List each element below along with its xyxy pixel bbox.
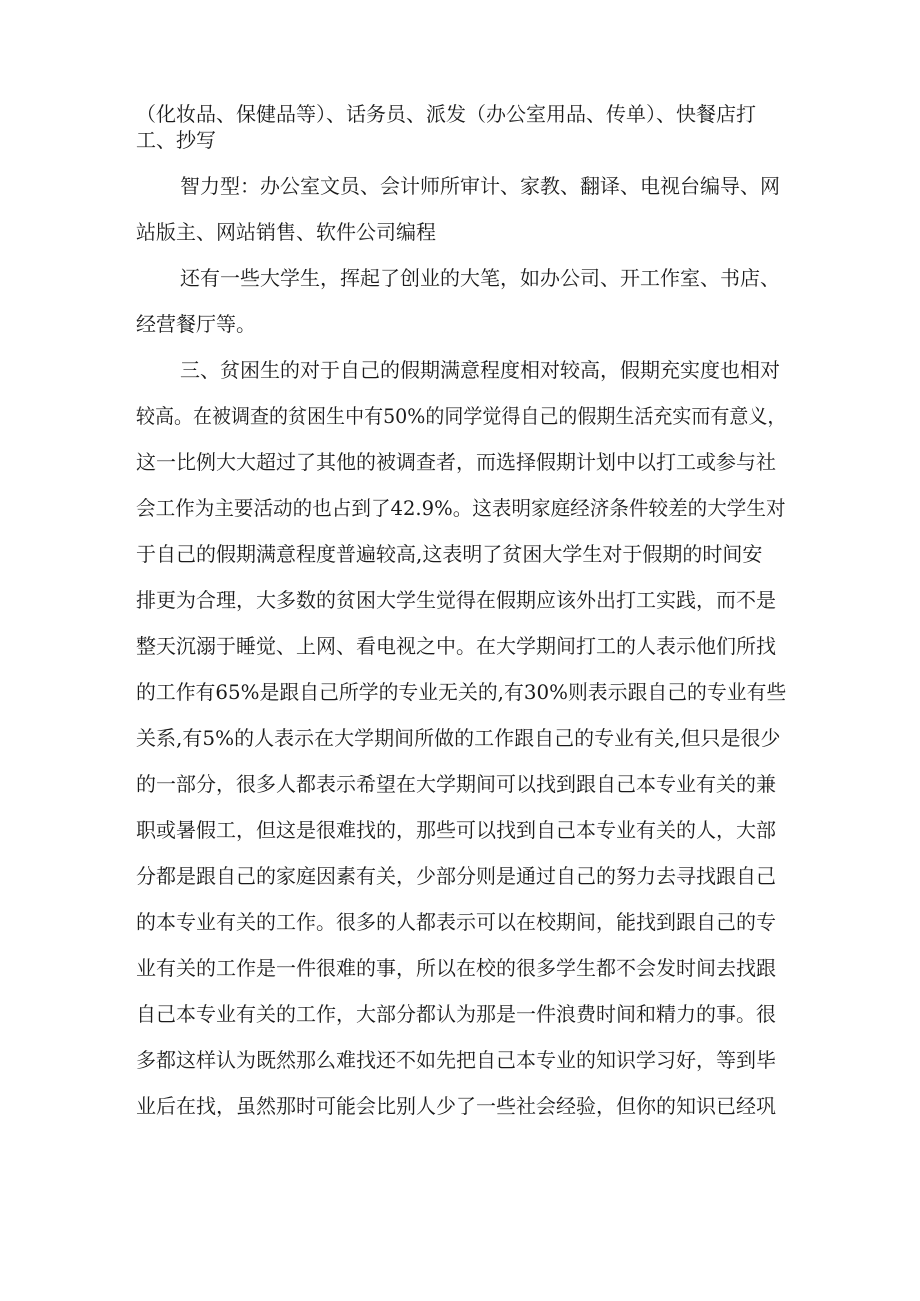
paragraph-entrepreneurship: 还有一些大学生，挥起了创业的大笔，如办公司、开工作室、书店、 (180, 266, 780, 290)
text-line-8: 较高。在被调查的贫困生中有50%的同学觉得自己的假期生活充实而有意义， (136, 404, 787, 428)
text-line-18: 分都是跟自己的家庭因素有关，少部分则是通过自己的努力去寻找跟自己 (136, 864, 776, 888)
text-line-23: 业后在找，虽然那时可能会比别人少了一些社会经验，但你的知识已经巩 (136, 1094, 776, 1118)
text-line-20: 业有关的工作是一件很难的事，所以在校的很多学生都不会发时间去找跟 (136, 956, 776, 980)
text-line-14: 的工作有65%是跟自己所学的专业无关的,有30%则表示跟自己的专业有些 (136, 680, 787, 704)
text-line-19: 的本专业有关的工作。很多的人都表示可以在校期间，能找到跟自己的专 (136, 910, 776, 934)
text-line-10: 会工作为主要活动的也占到了42.9%。这表明家庭经济条件较差的大学生对 (136, 496, 786, 520)
text-line-9: 这一比例大大超过了其他的被调查者，而选择假期计划中以打工或参与社 (136, 450, 776, 474)
text-line-2: 工、抄写 (136, 128, 216, 152)
text-line-17: 职或暑假工，但这是很难找的，那些可以找到自己本专业有关的人，大部 (136, 818, 776, 842)
text-line-22: 多都这样认为既然那么难找还不如先把自己本专业的知识学习好，等到毕 (136, 1048, 776, 1072)
text-line-6: 经营餐厅等。 (136, 312, 256, 336)
paragraph-section-three: 三、贫困生的对于自己的假期满意程度相对较高，假期充实度也相对 (180, 358, 780, 382)
text-line-16: 的一部分，很多人都表示希望在大学期间可以找到跟自己本专业有关的兼 (136, 772, 776, 796)
text-line-11: 于自己的假期满意程度普遍较高,这表明了贫困大学生对于假期的时间安 (136, 542, 763, 566)
text-line-1: （化妆品、保健品等）、话务员、派发（办公室用品、传单）、快餐店打 (136, 102, 756, 126)
paragraph-intellectual-jobs: 智力型：办公室文员、会计师所审计、家教、翻译、电视台编导、网 (180, 174, 780, 198)
text-line-13: 整天沉溺于睡觉、上网、看电视之中。在大学期间打工的人表示他们所找 (136, 634, 776, 658)
text-line-15: 关系,有5%的人表示在大学期间所做的工作跟自己的专业有关,但只是很少 (136, 726, 781, 750)
text-line-4: 站版主、网站销售、软件公司编程 (136, 220, 436, 244)
text-line-12: 排更为合理，大多数的贫困大学生觉得在假期应该外出打工实践，而不是 (136, 588, 776, 612)
text-line-21: 自己本专业有关的工作，大部分都认为那是一件浪费时间和精力的事。很 (136, 1002, 776, 1026)
